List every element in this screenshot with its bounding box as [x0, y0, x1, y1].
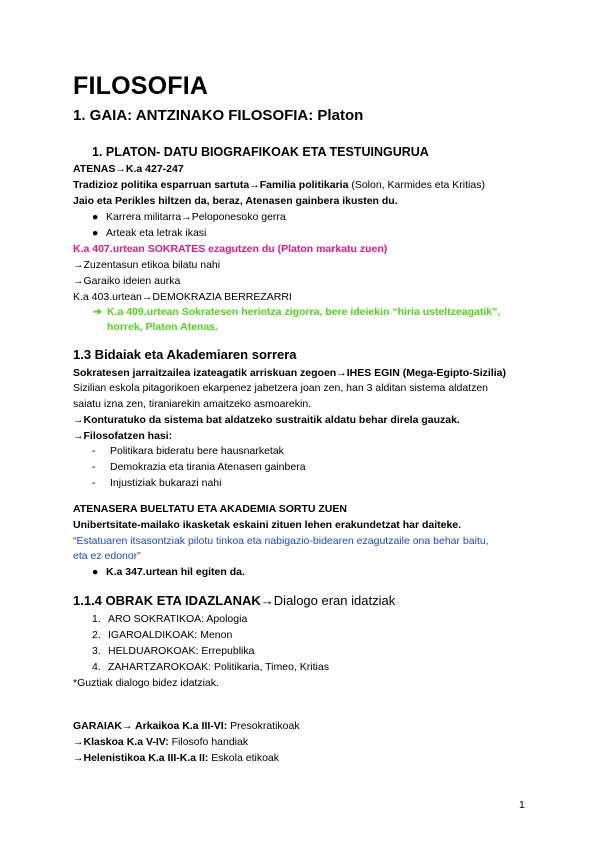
dash-item-text: Politikara bideratu bere hausnarketak	[110, 445, 284, 457]
subsection-heading-akademia: ATENASERA BUELTATU ETA AKADEMIA SORTU ZUEN	[73, 503, 347, 515]
works-list-item	[92, 644, 254, 658]
page-number: 1	[519, 799, 525, 811]
normal-span: Presokratikoak	[227, 720, 300, 732]
text-line: →Zuzentasun etikoa bilatu nahi	[73, 259, 221, 271]
list-item	[92, 210, 286, 224]
normal-span: (Solon, Karmides eta Kritias)	[348, 179, 485, 191]
section-heading-bidaiak: 1.3 Bidaiak eta Akademiaren sorrera	[73, 347, 297, 362]
list-item	[92, 565, 245, 579]
list-number: 4.	[92, 661, 101, 673]
works-list-item	[92, 660, 329, 674]
dash-item	[92, 444, 284, 458]
normal-span: Eskola etikoak	[208, 752, 279, 764]
text-line: K.a 403.urtean→DEMOKRAZIA BERREZARRI	[73, 291, 292, 303]
text-line: Jaio eta Perikles hiltzen da, beraz, Atenasen gainbera ikusten du.	[73, 195, 398, 207]
note-line: *Guztiak dialogo bidez idatziak.	[73, 677, 219, 689]
list-item-text: K.a 347.urtean hil egiten da.	[106, 566, 245, 578]
text-line: saiatu izna zen, tiraniarekin amaitzeko asmoarekin.	[73, 398, 312, 410]
text-line	[73, 178, 485, 192]
dash-item-text: Injustiziak bukarazi nahi	[110, 477, 222, 489]
bullet-icon: ●	[92, 211, 99, 223]
works-list-item-text: HELDUAROKOAK: Errepublika	[108, 645, 255, 657]
green-note	[93, 305, 500, 319]
works-list-item	[92, 628, 232, 642]
text-line: ATENAS→K.a 427-247	[73, 163, 184, 175]
text-line: Sokratesen jarraitzailea izateagatik arriskuan zegoen→IHES EGIN (Mega-Egipto-Sizilia)	[73, 367, 506, 379]
highlight-line: K.a 407.urtean SOKRATES ezagutzen du (Platon markatu zuen)	[73, 243, 388, 255]
dash-item	[92, 476, 221, 490]
list-item-text: Arteak eta letrak ikasi	[106, 227, 207, 239]
heading-normal: →Dialogo eran idatziak	[260, 593, 396, 608]
text-line: →Filosofatzen hasi:	[73, 430, 173, 442]
document-title: FILOSOFIA	[73, 72, 209, 100]
works-list-item-text: IGAROALDIKOAK: Menon	[108, 629, 233, 641]
periods-line	[73, 735, 248, 749]
text-line: Sizilian eskola pitagorikoen ekarpenez jabetzera joan zen, han 3 alditan sistema aldatzen	[73, 382, 489, 394]
bullet-icon: ●	[92, 566, 99, 578]
dash-item	[92, 460, 306, 474]
list-item	[92, 226, 206, 240]
dash-icon: -	[92, 477, 96, 489]
list-number: 1.	[92, 613, 101, 625]
bold-span: GARAIAK→ Arkaikoa K.a III-VI:	[73, 720, 228, 732]
bold-span: →Klaskoa K.a V-IV:	[73, 736, 169, 748]
text-line: →Konturatuko da sistema bat aldatzeko sustraitik aldatu behar direla gauzak.	[73, 414, 460, 426]
text-line: →Garaiko ideien aurka	[73, 275, 181, 287]
heading-bold: 1.1.4 OBRAK ETA IDAZLANAK	[73, 593, 261, 608]
quote-line: eta ez edonor”	[73, 550, 141, 562]
section-heading-obrak	[73, 593, 395, 608]
bold-span: →Helenistikoa K.a III-K.a II:	[73, 752, 209, 764]
list-number: 2.	[92, 629, 101, 641]
quote-line: “Estatuaren itsasontziak pilotu tinkoa eta nabigazio-bidearen ezagutzaile ona behar baitu,	[73, 535, 489, 547]
list-number: 3.	[92, 645, 101, 657]
dash-icon: -	[92, 461, 96, 473]
text-line: Unibertsitate-mailako ikasketak eskaini zituen lehen erakundetzat har daiteke.	[73, 519, 462, 531]
arrow-icon: ➔	[93, 306, 102, 318]
green-note-text: K.a 409.urtean Sokratesen heriotza zigorra, bere ideiekin “hiria usteltzeagatik”,	[107, 306, 501, 318]
works-list-item-text: ZAHARTZAROKOAK: Politikaria, Timeo, Kritias	[108, 661, 329, 673]
topic-heading: 1. GAIA: ANTZINAKO FILOSOFIA: Platon	[73, 107, 364, 124]
dash-item-text: Demokrazia eta tirania Atenasen gainbera	[110, 461, 306, 473]
bold-span: Tradizioz politika esparruan sartuta→Familia politikaria	[73, 179, 349, 191]
section-heading-platon: 1. PLATON- DATU BIOGRAFIKOAK ETA TESTUINGURUA	[92, 145, 429, 159]
works-list-item	[92, 612, 247, 626]
dash-icon: -	[92, 445, 96, 457]
list-item-text: Karrera militarra→Peloponesoko gerra	[106, 211, 286, 223]
normal-span: Filosofo handiak	[168, 736, 249, 748]
periods-line	[73, 719, 300, 733]
green-note-cont: horrek, Platon Atenas.	[107, 321, 219, 333]
bullet-icon: ●	[92, 227, 99, 239]
periods-line	[73, 751, 279, 765]
works-list-item-text: ARO SOKRATIKOA: Apologia	[108, 613, 248, 625]
